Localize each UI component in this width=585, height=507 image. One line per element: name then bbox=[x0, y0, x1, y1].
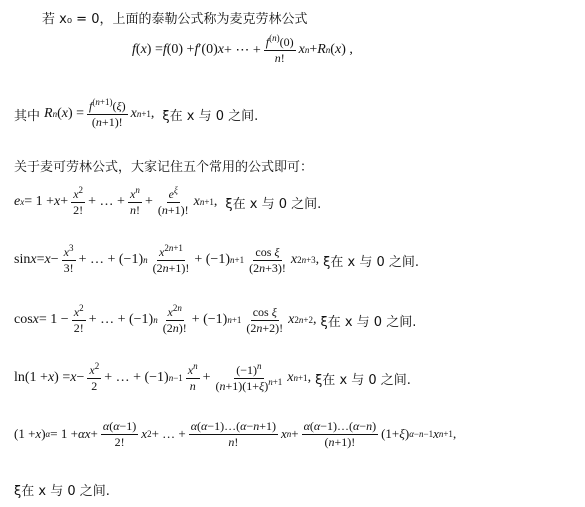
maclaurin-formula: f ( x ) = f (0) + f ′(0) x + ⋯ + $\frac{f^{(n)}(0)}{n!}$ x n + R n ( x ) , bbox=[132, 33, 353, 65]
remainder-line: 其中 R n ( x ) = $\frac{f^{(n+1)}(\xi)}{(n+1)!}$ x n+1 , ξ在 x 与 0 之间. bbox=[14, 97, 259, 129]
remainder-condition: ξ在 x 与 0 之间. bbox=[162, 108, 259, 124]
ln-condition: ξ在 x 与 0 之间. bbox=[315, 372, 411, 388]
footer-text: ξ在 x 与 0 之间. bbox=[14, 484, 110, 499]
formula-ln: ln(1 + x ) = x − $\frac{x^2}{2}$ + … + (−1) n−1 $\frac{x^n}{n}$ + $\frac{(-1)^n}{(n+1)(1+\xi)^{n+1}}$ x n+1 , ξ在 x 与 0 之间. bbox=[14, 361, 411, 393]
intro-text: 若 x₀ = 0，上面的泰勒公式称为麦克劳林公式 bbox=[42, 12, 308, 27]
instruction-line bbox=[14, 156, 313, 175]
nth-derivative-fraction: $\frac{f^{(n)}(0)}{n!}$ bbox=[265, 33, 294, 65]
formula-sin: sin x = x − $\frac{x^3}{3!}$ + … + (−1) n $\frac{x^{2n+1}}{(2n+1)!}$ + (−1) n+1 $\frac{\text{cos ξ}}{(2n+3)!}$ x 2n+3 , ξ在 x 与 0 之间. bbox=[14, 243, 420, 275]
sin-condition: ξ在 x 与 0 之间. bbox=[323, 254, 420, 270]
formula-cos: cos x = 1 − $\frac{x^2}{2!}$ + … + (−1) n $\frac{x^{2n}}{(2n)!}$ + (−1) n+1 $\frac{\text{cos ξ}}{(2n+2)!}$ x 2n+2 , ξ在 x 与 0 之间. bbox=[14, 303, 417, 335]
instruction-text: 关于麦可劳林公式，大家记住五个常用的公式即可： bbox=[14, 160, 314, 175]
formula-binomial: (1 + x ) α = 1 + αx + $\frac{\alpha(\alpha-1)}{2!}$ x 2 + … + $\frac{\alpha(\alpha-1)\dots(\alpha-n+1)}{n!}$ x n + $\frac{\alpha(\alpha-1)\dots(\alpha-n)}{(n+1)!}$ (1+ ξ ) α−n−1 x n+1 , bbox=[14, 419, 457, 449]
remainder-fraction: $\frac{f^{(n+1)}(\xi)}{(n+1)!}$ bbox=[89, 97, 126, 129]
intro-line bbox=[42, 8, 307, 27]
exp-condition: ξ在 x 与 0 之间. bbox=[225, 196, 322, 212]
formula-exp: e x = 1 + x + $\frac{x^2}{2!}$ + … + $\frac{x^n}{n!}$ + $\frac{e^\xi}{(n+1)!}$ x n+1 , ξ在 x 与 0 之间. bbox=[14, 185, 322, 217]
footer-line bbox=[14, 480, 110, 499]
remainder-prefix: 其中 bbox=[14, 108, 41, 124]
cos-condition: ξ在 x 与 0 之间. bbox=[320, 314, 417, 330]
